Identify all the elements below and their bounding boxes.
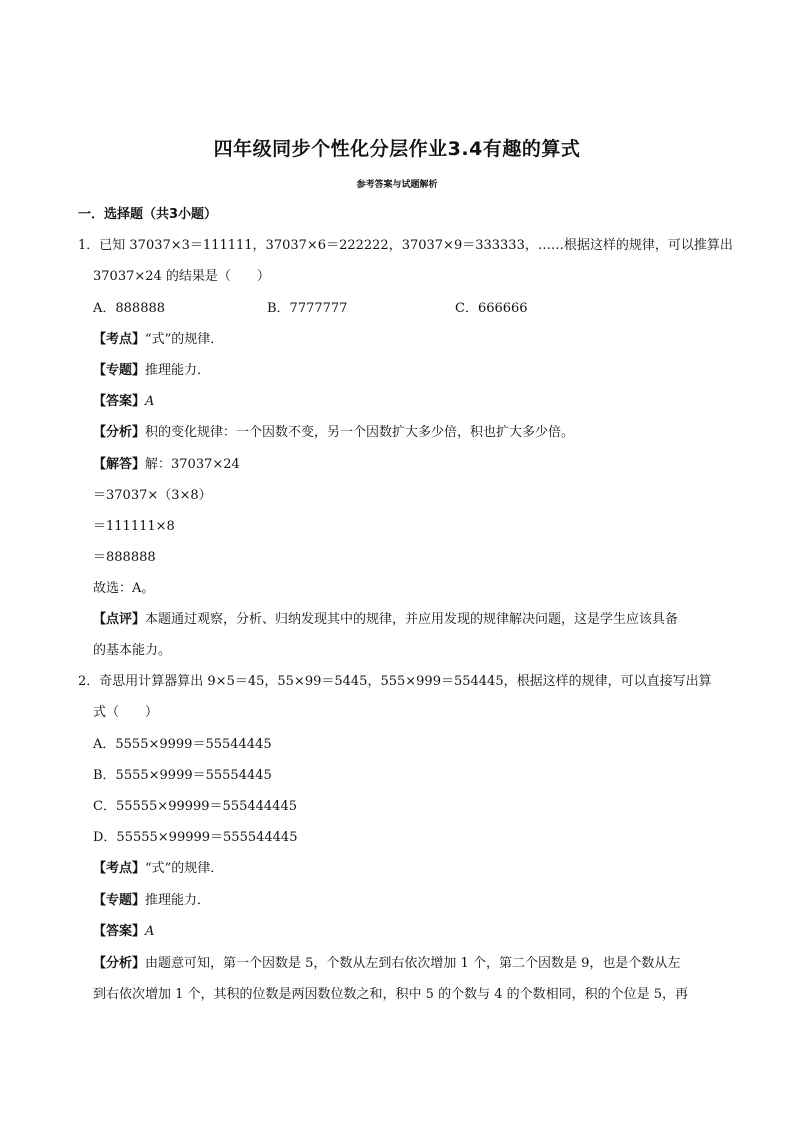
q1-answer xyxy=(93,393,154,411)
q2-zhuanti-tag: 【专题】 xyxy=(93,893,146,908)
q1-zhuanti-tag: 【专题】 xyxy=(93,363,146,378)
q1-option-c: C．666666 xyxy=(455,301,528,316)
q1-solution-step3: ＝888888 xyxy=(93,550,156,565)
q2-option-b: B．5555×9999＝55554445 xyxy=(93,768,272,783)
q1-answer-tag: 【答案】 xyxy=(93,394,146,409)
page-subtitle: 参考答案与试题解析 xyxy=(356,180,438,190)
q1-zhuanti xyxy=(93,362,210,380)
q2-option-d: D．55555×99999＝555544445 xyxy=(93,830,298,845)
q2-analysis xyxy=(93,955,680,973)
q2-analysis-tag: 【分析】 xyxy=(93,956,146,971)
q1-solution xyxy=(93,456,240,474)
q2-analysis-text1: 由题意可知，第一个因数是 5，个数从左到右依次增加 1 个，第二个因数是 9，也是个数从左 xyxy=(145,956,681,971)
q1-analysis-tag: 【分析】 xyxy=(93,425,146,440)
q1-option-a: A．888888 xyxy=(93,301,166,316)
q1-choice: 故选：A。 xyxy=(93,581,155,596)
page-title: 四年级同步个性化分层作业3.4有趣的算式 xyxy=(213,138,581,160)
q2-answer-text: A xyxy=(145,924,155,939)
q1-analysis xyxy=(93,424,574,442)
q2-kaodian-tag: 【考点】 xyxy=(93,861,146,876)
q1-solution-tag: 【解答】 xyxy=(93,457,146,472)
q1-solution-step2: ＝111111×8 xyxy=(93,519,175,534)
q2-option-a: A．5555×9999＝55544445 xyxy=(93,737,272,752)
q2-zhuanti-text: 推理能力． xyxy=(145,893,211,908)
q1-analysis-text: 积的变化规律：一个因数不变，另一个因数扩大多少倍，积也扩大多少倍。 xyxy=(145,425,575,440)
q1-comment-text1: 本题通过观察，分析、归纳发现其中的规律，并应用发现的规律解决问题，这是学生应该具备 xyxy=(145,612,679,627)
q1-option-b: B．7777777 xyxy=(267,301,348,316)
q2-option-c: C．55555×99999＝555444445 xyxy=(93,799,297,814)
q1-solution-step1: ＝37037×（3×8） xyxy=(93,488,212,503)
q2-stem-line2: 式（ ） xyxy=(93,705,159,720)
q2-stem-line1: 2．奇思用计算器算出 9×5＝45，55×99＝5445，555×999＝554445，根据这样的规律，可以直接写出算 xyxy=(78,674,712,689)
q2-kaodian xyxy=(93,860,223,878)
q2-analysis-line2: 到右依次增加 1 个，其积的位数是两因数位数之和，积中 5 的个数与 4 的个数相同，积的个位是 5，再 xyxy=(93,987,689,1002)
q1-comment-tag: 【点评】 xyxy=(93,612,146,627)
q1-solution-text: 解：37037×24 xyxy=(145,457,240,472)
q1-stem-line1: 1．已知 37037×3＝111111，37037×6＝222222，37037×9＝333333，……根据这样的规律，可以推算出 xyxy=(78,238,733,253)
q1-answer-text: A xyxy=(145,394,155,409)
q2-zhuanti xyxy=(93,892,210,910)
section-heading: 一．选择题（共3小题） xyxy=(78,207,218,222)
q1-kaodian xyxy=(93,331,223,349)
q2-answer-tag: 【答案】 xyxy=(93,924,146,939)
q1-stem-line2: 37037×24 的结果是（ ） xyxy=(93,269,270,284)
q1-zhuanti-text: 推理能力． xyxy=(145,363,211,378)
q1-comment xyxy=(93,611,678,629)
q1-kaodian-tag: 【考点】 xyxy=(93,332,146,347)
q2-answer xyxy=(93,923,154,941)
q2-kaodian-text: “式”的规律． xyxy=(145,861,224,876)
q1-kaodian-text: “式”的规律． xyxy=(145,332,224,347)
q1-comment-line2: 的基本能力。 xyxy=(93,643,172,658)
